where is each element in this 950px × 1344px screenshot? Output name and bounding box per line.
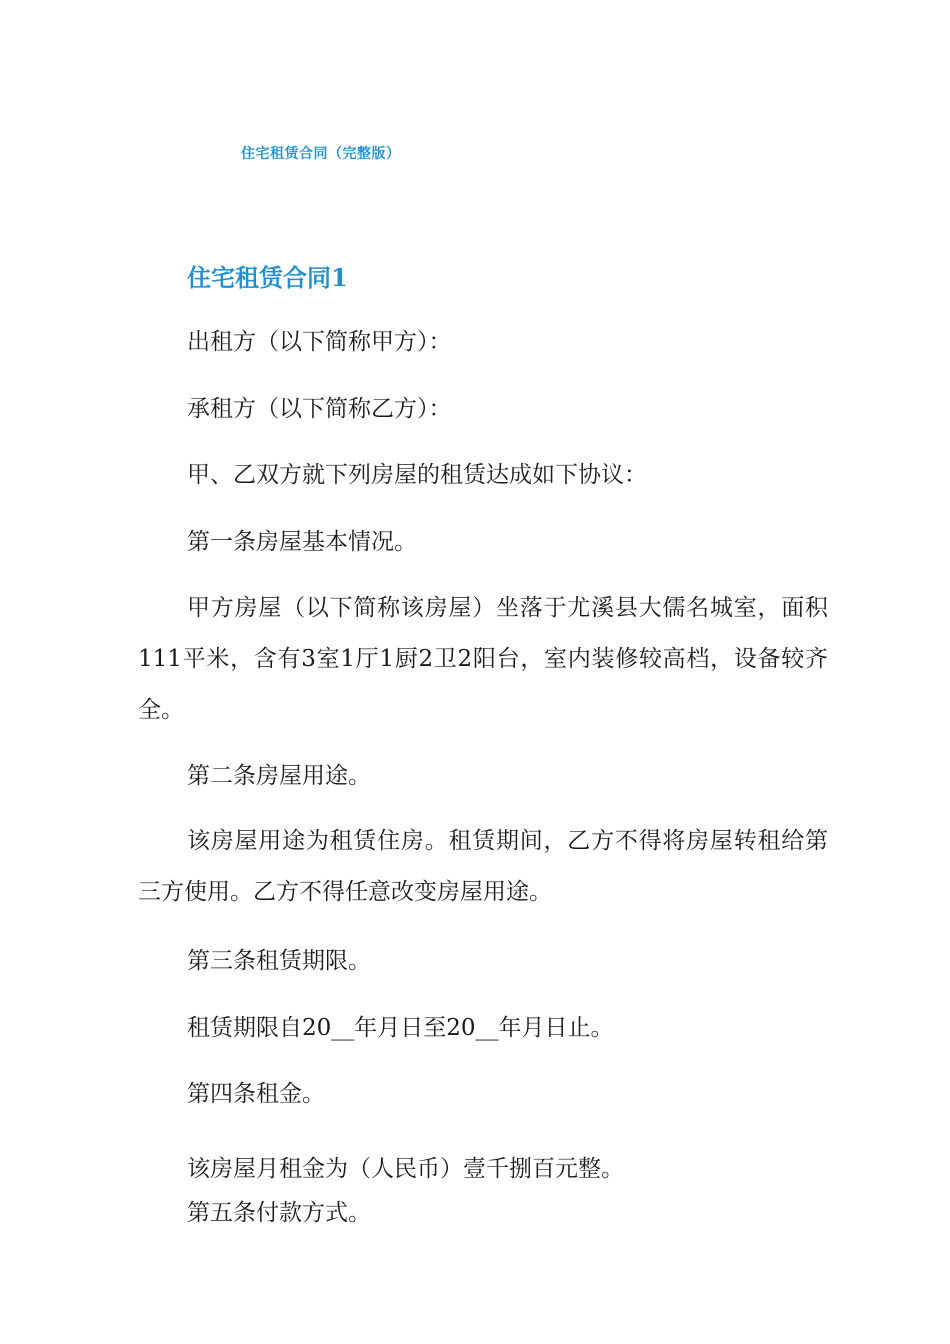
article-4-title: 第四条租金。 bbox=[187, 1081, 325, 1107]
document-header: 住宅租赁合同（完整版） bbox=[241, 146, 401, 162]
article-4-body: 该房屋月租金为（人民币）壹千捌百元整。 bbox=[187, 1156, 624, 1182]
article-3-title: 第三条租赁期限。 bbox=[187, 948, 371, 974]
lessee-line: 承租方（以下简称乙方）： bbox=[187, 396, 452, 422]
article-2-body: 该房屋用途为租赁住房。租赁期间，乙方不得将房屋转租给第三方使用。乙方不得任意改变房屋用途。 bbox=[138, 828, 828, 905]
article-2-title: 第二条房屋用途。 bbox=[187, 763, 371, 789]
article-1-title: 第一条房屋基本情况。 bbox=[187, 529, 417, 555]
article-3-body: 租赁期限自20__年月日至20__年月日止。 bbox=[187, 1015, 614, 1041]
section-title: 住宅租赁合同1 bbox=[187, 263, 348, 292]
article-1-body: 甲方房屋（以下简称该房屋）坐落于尤溪县大儒名城室，面积111平米，含有3室1厅1厨2卫2阳台，室内装修较高档，设备较齐全。 bbox=[138, 595, 828, 723]
agreement-line: 甲、乙双方就下列房屋的租赁达成如下协议： bbox=[187, 462, 647, 488]
article-5-title: 第五条付款方式。 bbox=[187, 1200, 371, 1226]
lessor-line: 出租方（以下简称甲方）： bbox=[187, 329, 452, 355]
